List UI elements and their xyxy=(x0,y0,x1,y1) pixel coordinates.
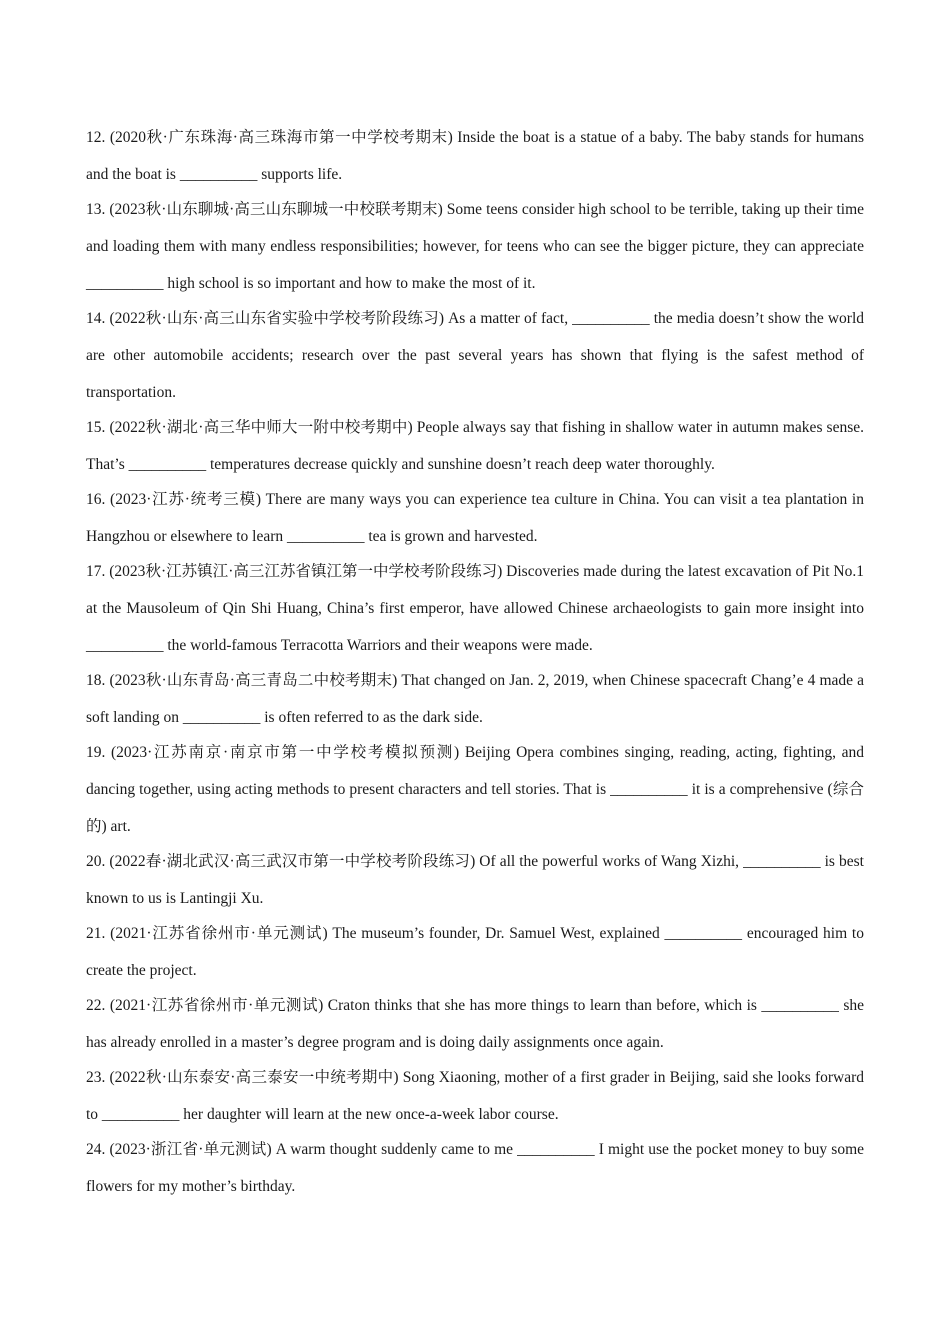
question-12 xyxy=(86,119,864,193)
question-16 xyxy=(86,481,864,555)
question-text: 23. (2022秋·山东泰安·高三泰安一中统考期中) Song Xiaoning, mother of a first grader in Beijing, said she looks forward to __________ her daughter will learn at the new once-a-week labor course. xyxy=(86,1069,864,1123)
question-23 xyxy=(86,1059,864,1133)
question-24 xyxy=(86,1131,864,1205)
question-21 xyxy=(86,915,864,989)
question-20 xyxy=(86,843,864,917)
question-text: 20. (2022春·湖北武汉·高三武汉市第一中学校考阶段练习) Of all the powerful works of Wang Xizhi, __________ is best known to us is Lantingji Xu. xyxy=(86,853,864,907)
question-13 xyxy=(86,191,864,302)
question-list xyxy=(86,119,864,1203)
question-text: 21. (2021·江苏省徐州市·单元测试) The museum’s founder, Dr. Samuel West, explained __________ encouraged him to create the project. xyxy=(86,925,864,979)
question-text: 22. (2021·江苏省徐州市·单元测试) Craton thinks that she has more things to learn than before, which is __________ she has already enrolled in a master’s degree program and is doing daily assignments once again. xyxy=(86,997,864,1051)
question-text: 19. (2023·江苏南京·南京市第一中学校考模拟预测) Beijing Opera combines singing, reading, acting, fighting, and dancing together, using acting methods to present characters and tell stories. That is __________ it is a comprehensive (综合的) art. xyxy=(86,744,864,835)
question-text: 17. (2023秋·江苏镇江·高三江苏省镇江第一中学校考阶段练习) Discoveries made during the latest excavation of Pit No.1 at the Mausoleum of Qin Shi Huang, China’s first emperor, have allowed Chinese archaeologists to gain more insight into __________ the world-famous Terracotta Warriors and their weapons were made. xyxy=(86,563,864,654)
question-14 xyxy=(86,300,864,411)
question-19 xyxy=(86,734,864,845)
question-18 xyxy=(86,662,864,736)
question-22 xyxy=(86,987,864,1061)
question-17 xyxy=(86,553,864,664)
question-15 xyxy=(86,409,864,483)
question-text: 16. (2023·江苏·统考三模) There are many ways you can experience tea culture in China. You can visit a tea plantation in Hangzhou or elsewhere to learn __________ tea is grown and harvested. xyxy=(86,491,864,545)
question-text: 12. (2020秋·广东珠海·高三珠海市第一中学校考期末) Inside the boat is a statue of a baby. The baby stands for humans and the boat is __________ supports life. xyxy=(86,129,864,183)
question-text: 13. (2023秋·山东聊城·高三山东聊城一中校联考期末) Some teens consider high school to be terrible, taking up their time and loading them with many endless responsibilities; however, for teens who can see the bigger picture, they can appreciate __________ high school is so important and how to make the most of it. xyxy=(86,201,864,292)
question-text: 24. (2023·浙江省·单元测试) A warm thought suddenly came to me __________ I might use the pocket money to buy some flowers for my mother’s birthday. xyxy=(86,1141,864,1195)
question-text: 18. (2023秋·山东青岛·高三青岛二中校考期末) That changed on Jan. 2, 2019, when Chinese spacecraft Chang’e 4 made a soft landing on __________ is often referred to as the dark side. xyxy=(86,672,864,726)
question-text: 14. (2022秋·山东·高三山东省实验中学校考阶段练习) As a matter of fact, __________ the media doesn’t show the world are other automobile accidents; research over the past several years has shown that flying is the safest method of transportation. xyxy=(86,310,864,401)
question-text: 15. (2022秋·湖北·高三华中师大一附中校考期中) People always say that fishing in shallow water in autumn makes sense. That’s __________ temperatures decrease quickly and sunshine doesn’t reach deep water thoroughly. xyxy=(86,419,864,473)
